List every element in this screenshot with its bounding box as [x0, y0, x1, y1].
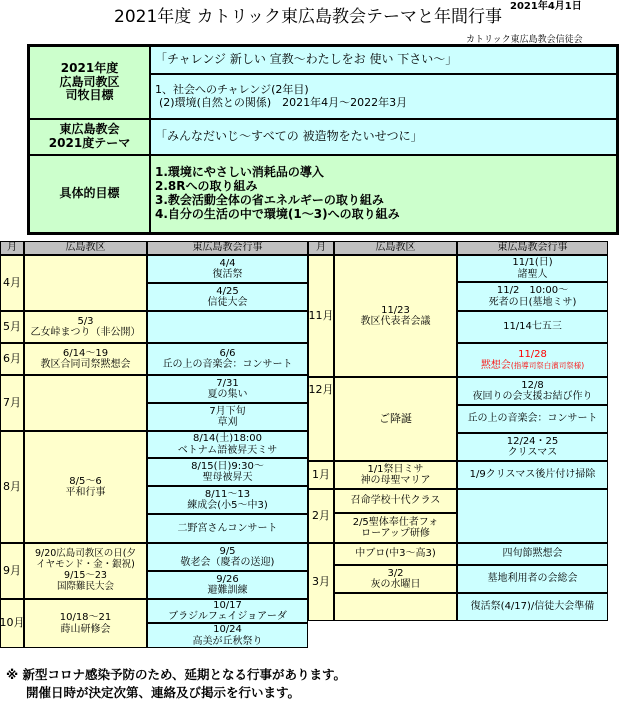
- month-january: 1月: [308, 461, 334, 489]
- church-event-cell: 11/28 黙想会(指導司祭白濱司祭様): [457, 343, 608, 377]
- bishop-detail: 1、社会へのチャレンジ(2年目) (2)環境(自然との関係) 2021年4月～2022年3月: [150, 74, 617, 119]
- month-june: 6月: [0, 343, 24, 375]
- goal-item: 1.環境にやさしい消耗品の導入: [155, 165, 324, 180]
- month-march: 3月: [308, 543, 334, 621]
- month-october: 10月: [0, 599, 24, 648]
- church-event-cell: 9/26 避難訓練: [147, 571, 308, 599]
- diocese-header: 広島教区: [334, 241, 457, 255]
- document-date: 2021年4月1日: [510, 1, 582, 12]
- church-event-cell: 7/31 夏の集い: [147, 375, 308, 403]
- church-event-cell: 復活祭(4/17)/信徒大会準備: [457, 593, 608, 621]
- church-event-cell: 11/14七五三: [457, 311, 608, 343]
- church-event-cell: 9/5 敬老会（慶者の送迎): [147, 543, 308, 571]
- church-event-cell: 4/25 信徒大会: [147, 283, 308, 311]
- church-event-cell: 8/14(土)18:00 ベトナム語被昇天ミサ: [147, 431, 308, 458]
- church-events-header: 東広島教会行事: [147, 241, 308, 255]
- goal-item: 3.教会活動全体の省エネルギーの取り組み: [155, 193, 384, 207]
- diocese-cell: [334, 593, 457, 621]
- concrete-goals: [150, 155, 617, 233]
- church-event-cell: 7月下旬 草刈: [147, 403, 308, 431]
- concrete-goals-label: 具体的目標: [29, 155, 150, 233]
- month-april: 4月: [0, 255, 24, 311]
- diocese-cell: 8/5～6 平和行事: [24, 431, 147, 543]
- church-theme-label: 東広島教会 2021度テーマ: [29, 119, 150, 155]
- church-theme: 「みんなだいじ～すべての 被造物をたいせつに」: [150, 119, 617, 155]
- church-event-cell: 8/15(日)9:30～ 聖母被昇天: [147, 458, 308, 486]
- church-event-cell: 11/1(日) 諸聖人: [457, 255, 608, 282]
- month-july: 7月: [0, 375, 24, 431]
- church-event-cell: 10/24 高美が丘秋祭り: [147, 623, 308, 648]
- diocese-cell: 召命学校十代クラス: [334, 489, 457, 513]
- church-event-cell: 12/24・25 クリスマス: [457, 433, 608, 461]
- month-header: 月: [308, 241, 334, 255]
- month-august: 8月: [0, 431, 24, 543]
- goal-item: 2.8Rへの取り組み: [155, 179, 258, 194]
- church-event-cell: 墓地利用者の会総会: [457, 565, 608, 593]
- diocese-cell: 中ブロ(中3～高3): [334, 543, 457, 565]
- month-november: 11月: [308, 255, 334, 377]
- month-may: 5月: [0, 311, 24, 343]
- church-event-cell: 12/8 夜回りの会支援お結び作り: [457, 377, 608, 405]
- church-event-cell: 4/4 復活祭: [147, 255, 308, 283]
- retreat-note: (指導司祭白濱司祭様): [510, 361, 585, 370]
- diocese-cell: 1/1祭日ミサ 神の母聖マリア: [334, 461, 457, 489]
- church-event-cell: 6/6 丘の上の音楽会：コンサート: [147, 343, 308, 375]
- church-event-cell: 四旬節黙想会: [457, 543, 608, 565]
- month-header: 月: [0, 241, 24, 255]
- organization-name: カトリック東広島教会信徒会: [466, 35, 583, 45]
- goal-item: 4.自分の生活の中で環境(1～3)への取り組み: [155, 206, 400, 221]
- bishop-goal-label: 2021年度 広島司教区 司牧目標: [29, 46, 150, 119]
- church-event-cell: 8/11～13 練成会(小5～中3): [147, 486, 308, 514]
- diocese-cell: 10/18～21 蒔山研修会: [24, 599, 147, 648]
- footer-note: 開催日時が決定次第、連絡及び掲示を行います。: [26, 685, 301, 700]
- church-event-cell: [457, 489, 608, 543]
- diocese-header: 広島教区: [24, 241, 147, 255]
- diocese-cell: 6/14～19 教区合同司祭黙想会: [24, 343, 147, 375]
- month-september: 9月: [0, 543, 24, 599]
- diocese-cell: 9/20広島司教区の日(夕 イヤモンド・金・銀祝) 9/15～23 国際難民大会: [24, 543, 147, 599]
- church-event-cell: 二野宮さんコンサート: [147, 514, 308, 543]
- church-event-cell: 11/2 10:00～ 死者の日(墓地ミサ): [457, 282, 608, 311]
- diocese-cell: 11/23 教区代表者会議: [334, 255, 457, 377]
- diocese-cell: 3/2 灰の水曜日: [334, 565, 457, 593]
- church-event-cell: [147, 311, 308, 343]
- schedule-table-left: [0, 241, 308, 648]
- bishop-slogan: 「チャレンジ 新しい 宣教～わたしをお 使い 下さい～」: [150, 46, 617, 74]
- footer-note: ※ 新型コロナ感染予防のため、延期となる行事があります。: [6, 667, 347, 682]
- diocese-cell: 2/5聖体奉仕者フォ ローアップ研修: [334, 513, 457, 543]
- church-event-cell: 10/17 ブラジルフェイジョアーダ: [147, 599, 308, 623]
- diocese-cell: 5/3 乙女峠まつり（非公開）: [24, 311, 147, 343]
- info-box: [27, 44, 619, 235]
- church-event-cell: 丘の上の音楽会：コンサート: [457, 405, 608, 433]
- month-february: 2月: [308, 489, 334, 543]
- page-title: 2021年度 カトリック東広島教会テーマと年間行事: [114, 7, 502, 27]
- retreat-label: 黙想会: [480, 360, 511, 371]
- month-december: 12月: [308, 377, 334, 461]
- schedule-table-right: [308, 241, 608, 621]
- diocese-cell-april: [24, 255, 147, 311]
- diocese-cell-july: [24, 375, 147, 431]
- church-event-cell: 1/9クリスマス後片付け掃除: [457, 461, 608, 489]
- diocese-cell: ご降誕: [334, 377, 457, 461]
- church-events-header: 東広島教会行事: [457, 241, 608, 255]
